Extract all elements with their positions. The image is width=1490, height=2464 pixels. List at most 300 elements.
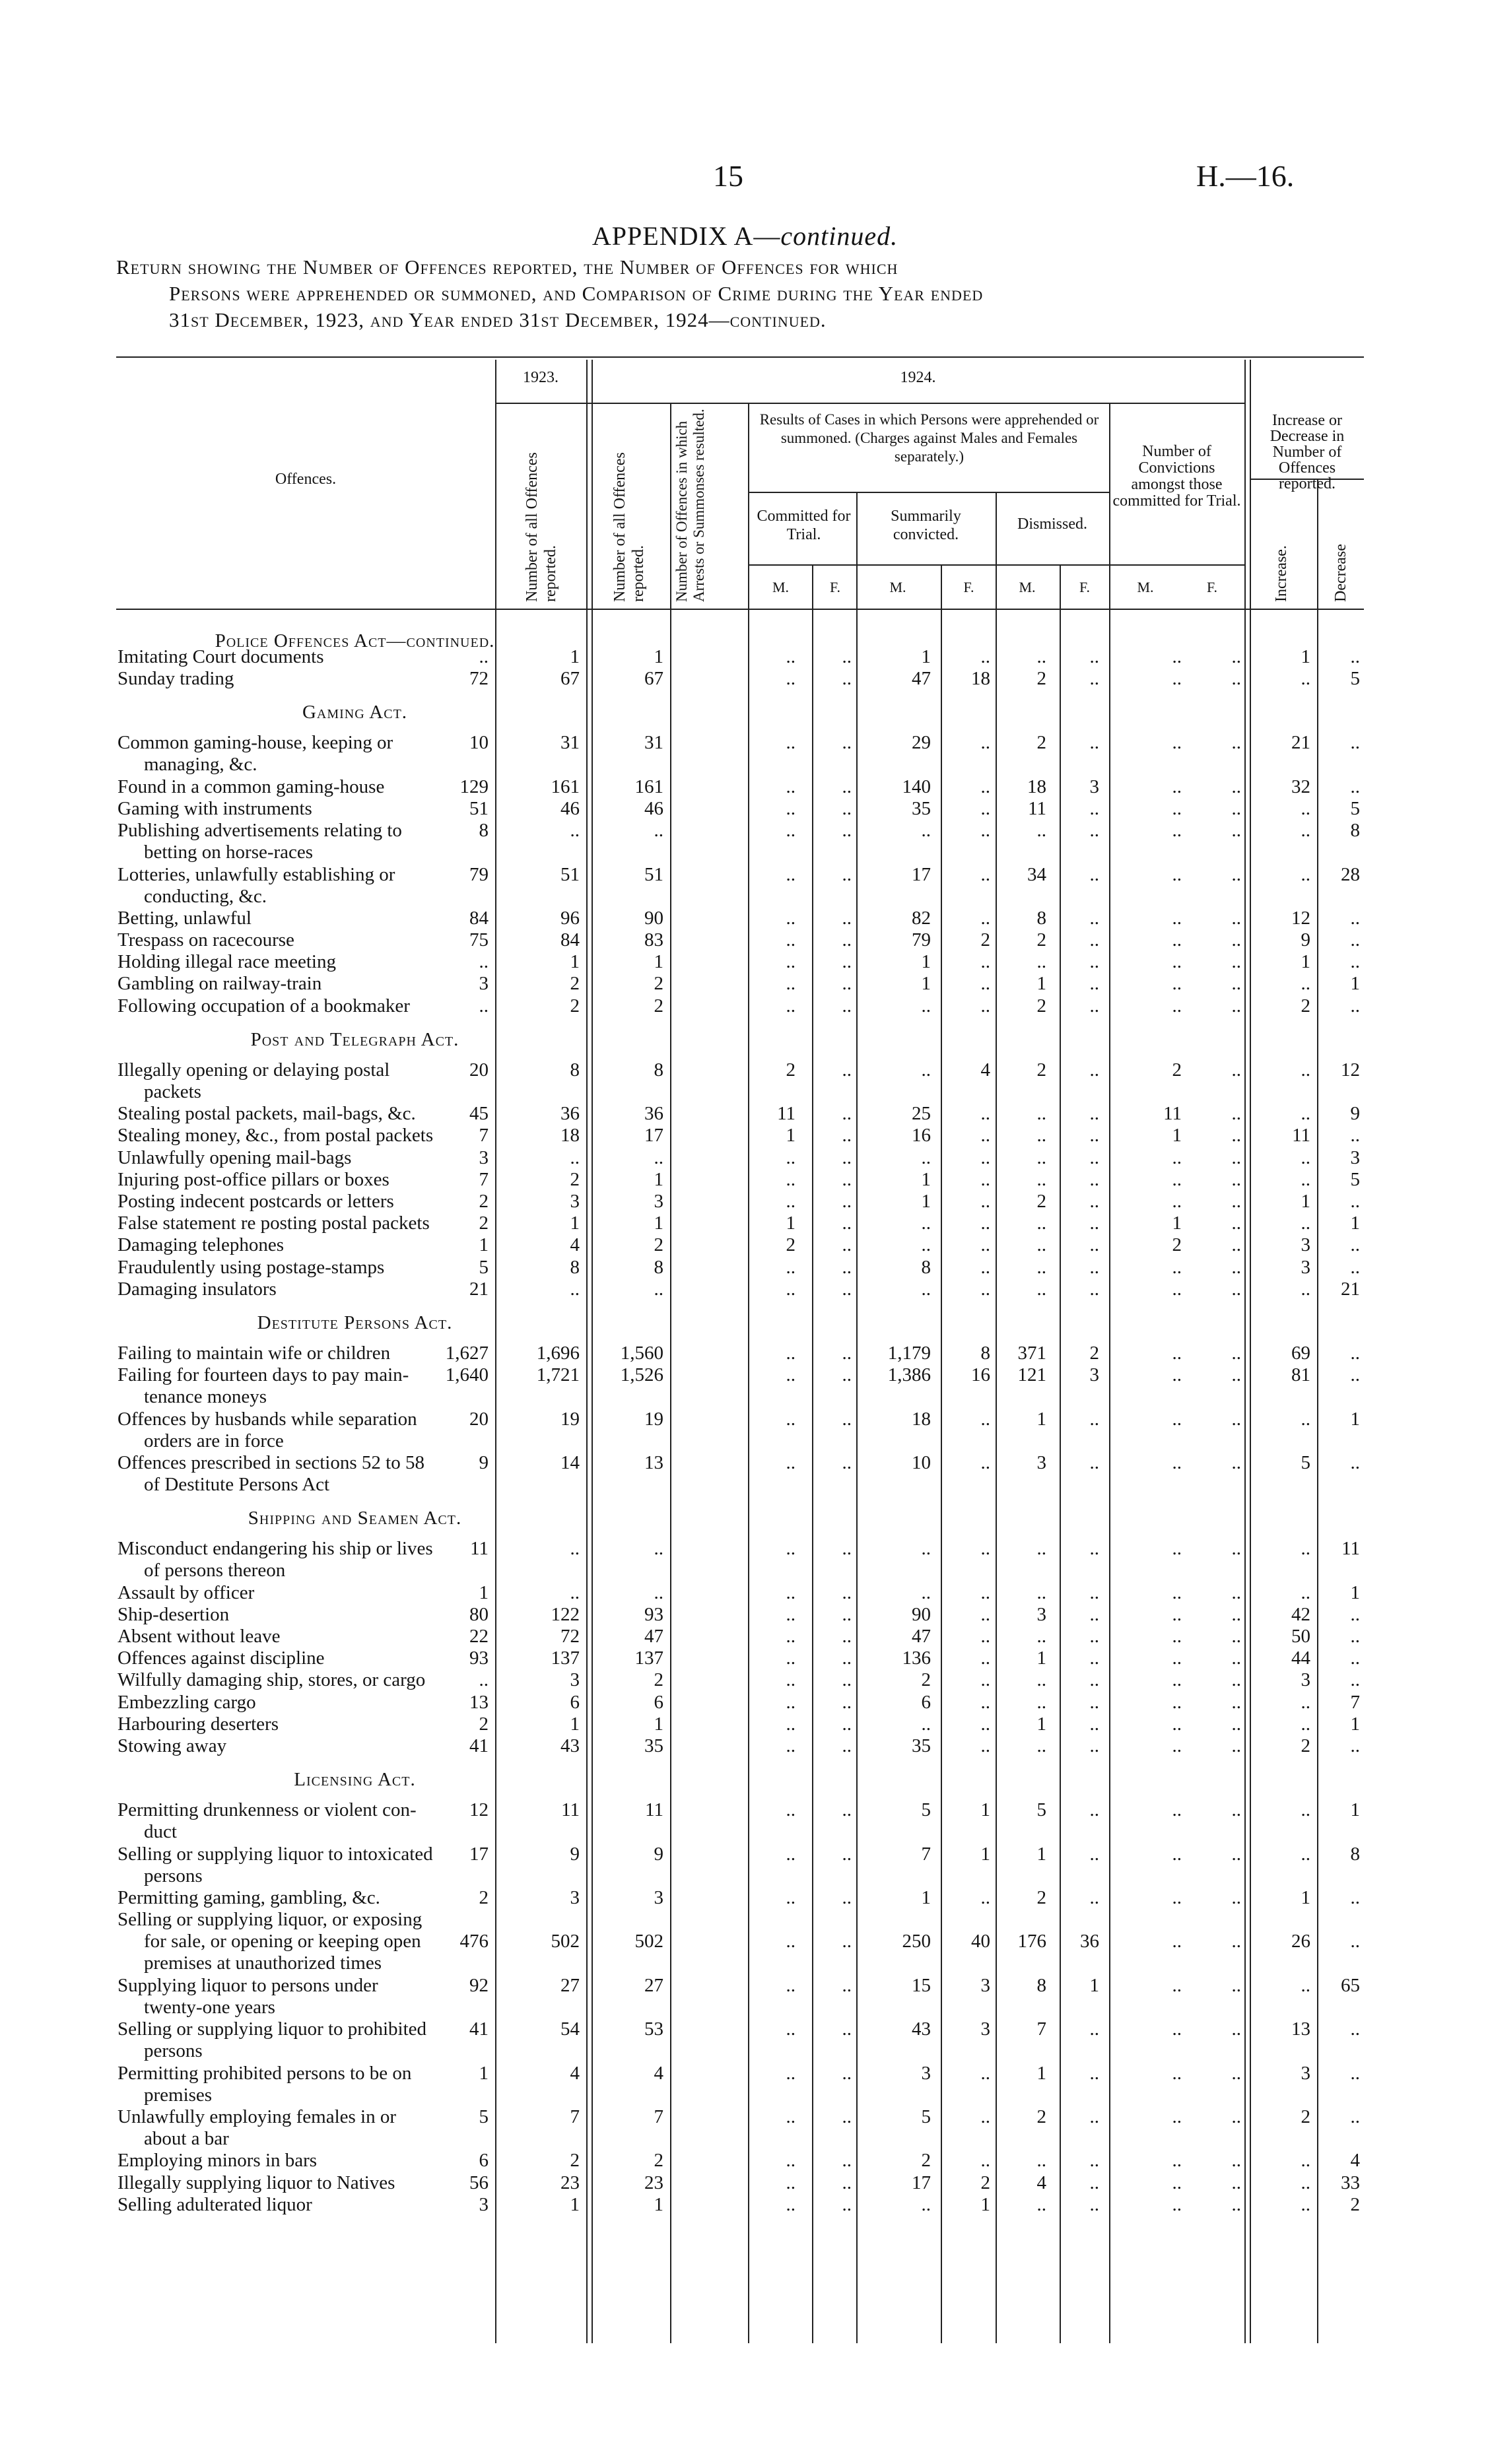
cell-value: .. [1089, 973, 1099, 995]
offence-label-line: Employing minors in bars [118, 2150, 318, 2172]
cell-value: 2 [570, 2150, 580, 2172]
cell-value: 83 [644, 929, 663, 951]
cell-value: .. [1089, 1103, 1099, 1125]
header-committed: Committed for Trial. [757, 508, 851, 543]
cell-value: .. [842, 1886, 852, 1908]
cell-value: .. [786, 2172, 796, 2193]
cell-value: 1,560 [620, 1342, 663, 1364]
section-heading [0, 1757, 1490, 1799]
cell-value: .. [1231, 1278, 1241, 1300]
cell-value: .. [842, 1234, 852, 1256]
cell-value: 51 [560, 863, 580, 885]
return-title-line-2: Persons were apprehended or summoned, and Comparison of Crime during the Year ended [169, 282, 984, 305]
cell-value: 65 [1341, 1974, 1360, 1996]
cell-value: 1 [1350, 1408, 1360, 1430]
offence-label-line: Stealing money, &c., from postal packets [118, 1125, 434, 1147]
cell-value: 2 [570, 973, 580, 995]
table-row [0, 1975, 1490, 2018]
header-offences: Offences. [275, 471, 337, 488]
cell-value: 9 [654, 1843, 663, 1865]
cell-value: .. [1231, 1931, 1241, 1952]
cell-value: .. [1089, 1886, 1099, 1908]
cell-value: .. [1172, 1931, 1182, 1952]
cell-value: .. [980, 1713, 990, 1735]
cell-value: .. [1231, 1799, 1241, 1821]
cell-value: .. [786, 2193, 796, 2215]
offence-label-line: packets [144, 1081, 201, 1102]
cell-value: .. [842, 2062, 852, 2084]
cell-value: .. [980, 863, 990, 885]
offence-label-line: Failing for fourteen days to pay main- [118, 1364, 409, 1386]
cell-value: .. [1350, 995, 1360, 1016]
offence-label-line: Imitating Court documents [118, 646, 324, 667]
cell-value: .. [1172, 1626, 1182, 1648]
cell-value: 51 [469, 797, 489, 819]
cell-value: .. [1231, 929, 1241, 951]
offence-label-line: Damaging insulators [118, 1278, 277, 1300]
cell-value: 1 [570, 2193, 580, 2215]
cell-value: 41 [469, 2018, 489, 2040]
cell-value: .. [1231, 1713, 1241, 1735]
cell-value: .. [1172, 1648, 1182, 1669]
cell-value: 11 [1163, 1103, 1182, 1125]
section-title: Gaming Act. [302, 702, 408, 723]
cell-value: .. [1231, 820, 1241, 842]
offence-label-line: persons [144, 1865, 203, 1886]
header-committed-m: M. [772, 579, 790, 595]
cell-value: .. [1231, 1191, 1241, 1212]
table-row [0, 864, 1490, 908]
cell-value: .. [1089, 1669, 1099, 1691]
offence-label-line: persons [144, 2040, 203, 2062]
cell-value: 84 [560, 929, 580, 951]
cell-value: .. [1301, 797, 1310, 819]
cell-value: .. [1089, 1799, 1099, 1821]
cell-value: 40 [971, 1931, 990, 1952]
section-heading [0, 690, 1490, 732]
cell-value: .. [1301, 1538, 1310, 1560]
cell-value: .. [842, 1278, 852, 1300]
cell-value: .. [1172, 2150, 1182, 2172]
cell-value: .. [1172, 776, 1182, 797]
cell-value: 3 [479, 2193, 489, 2215]
cell-value: .. [786, 1843, 796, 1865]
offence-label-line: conducting, &c. [144, 885, 267, 907]
cell-value: .. [1231, 1147, 1241, 1168]
cell-value: 2 [479, 1191, 489, 1212]
cell-value: 20 [469, 1408, 489, 1430]
cell-value: .. [1231, 907, 1241, 929]
cell-value: 3 [570, 1886, 580, 1908]
cell-value: 46 [560, 797, 580, 819]
table-row [0, 2063, 1490, 2106]
cell-value: 17 [469, 1843, 489, 1865]
cell-value: .. [980, 1103, 990, 1125]
cell-value: 1 [1301, 951, 1310, 973]
cell-value: .. [842, 1342, 852, 1364]
cell-value: .. [786, 1713, 796, 1735]
cell-value: .. [1089, 1538, 1099, 1560]
cell-value: 16 [971, 1364, 990, 1386]
cell-value: .. [1089, 1168, 1099, 1190]
cell-value: 36 [1080, 1931, 1099, 1952]
table-row [0, 1364, 1490, 1408]
cell-value: .. [1089, 1125, 1099, 1147]
cell-value: 46 [644, 797, 663, 819]
cell-value: .. [1036, 1669, 1046, 1691]
cell-value: .. [842, 995, 852, 1016]
cell-value: .. [1301, 820, 1310, 842]
cell-value: .. [1172, 1364, 1182, 1386]
cell-value: 3 [479, 973, 489, 995]
cell-value: .. [1350, 2062, 1360, 2084]
cell-value: 43 [560, 1735, 580, 1756]
cell-value: 35 [912, 797, 931, 819]
cell-value: .. [1172, 646, 1182, 667]
header-arrests: Number of Offences in which Arrests or Summonses resulted. [673, 409, 707, 602]
cell-value: 8 [980, 1342, 990, 1364]
cell-value: 79 [912, 929, 931, 951]
cell-value: 4 [980, 1059, 990, 1081]
cell-value: .. [1089, 1256, 1099, 1278]
cell-value: .. [842, 1669, 852, 1691]
cell-value: 2 [980, 2172, 990, 2193]
cell-value: 80 [469, 1603, 489, 1625]
cell-value: 81 [1291, 1364, 1310, 1386]
cell-value: 18 [560, 1125, 580, 1147]
cell-value: 5 [1301, 1451, 1310, 1473]
cell-value: 23 [644, 2172, 663, 2193]
cell-value: 1 [654, 1213, 663, 1234]
cell-value: 17 [912, 2172, 931, 2193]
cell-value: 1 [1301, 1886, 1310, 1908]
cell-value: .. [842, 1125, 852, 1147]
cell-value: 8 [1350, 1843, 1360, 1865]
cell-value: .. [1301, 1059, 1310, 1081]
cell-value: .. [1301, 1843, 1310, 1865]
cell-value: 3 [1301, 1669, 1310, 1691]
cell-value: .. [1089, 2150, 1099, 2172]
cell-value: .. [1172, 1582, 1182, 1603]
cell-value: 8 [570, 1059, 580, 1081]
offence-label-line: Sunday trading [118, 668, 234, 690]
rule-years [495, 403, 1244, 404]
cell-value: .. [1231, 1582, 1241, 1603]
cell-value: .. [980, 1125, 990, 1147]
cell-value: 5 [1350, 668, 1360, 690]
table-row [0, 2106, 1490, 2150]
cell-value: .. [1350, 1603, 1360, 1625]
cell-value: .. [786, 1582, 796, 1603]
cell-value: 2 [786, 1059, 796, 1081]
table-row [0, 1103, 1490, 1125]
rule-mf [748, 564, 1244, 566]
cell-value: 23 [560, 2172, 580, 2193]
cell-value: .. [1231, 1408, 1241, 1430]
cell-value: .. [1231, 1451, 1241, 1473]
cell-value: 7 [654, 2106, 663, 2127]
cell-value: 14 [560, 1451, 580, 1473]
cell-value: .. [1089, 1648, 1099, 1669]
appendix-title [0, 220, 1490, 251]
cell-value: .. [1231, 2018, 1241, 2040]
cell-value: 3 [1301, 2062, 1310, 2084]
offence-label-line: Found in a common gaming-house [118, 776, 385, 797]
cell-value: .. [1089, 668, 1099, 690]
offence-label-line: Embezzling cargo [118, 1691, 256, 1713]
cell-value: .. [1172, 1886, 1182, 1908]
cell-value: .. [786, 907, 796, 929]
cell-value: .. [1089, 2106, 1099, 2127]
cell-value: 67 [644, 668, 663, 690]
cell-value: .. [1036, 646, 1046, 667]
cell-value: .. [654, 820, 663, 842]
table-row [0, 2018, 1490, 2062]
cell-value: .. [980, 1669, 990, 1691]
offence-label-line: Offences against discipline [118, 1648, 325, 1669]
cell-value: .. [1036, 1103, 1046, 1125]
cell-value: 121 [1017, 1364, 1046, 1386]
offence-label-line: Stowing away [118, 1735, 227, 1756]
cell-value: 1 [570, 646, 580, 667]
cell-value: .. [1350, 951, 1360, 973]
cell-value: .. [1172, 1451, 1182, 1473]
cell-value: .. [1172, 1603, 1182, 1625]
table-row [0, 951, 1490, 973]
cell-value: .. [980, 2106, 990, 2127]
cell-value: .. [786, 929, 796, 951]
cell-value: 6 [479, 2150, 489, 2172]
section-heading [0, 1300, 1490, 1343]
cell-value: .. [980, 1191, 990, 1212]
cell-value: 13 [469, 1691, 489, 1713]
header-year-1923: 1923. [523, 369, 559, 386]
cell-value: .. [786, 1342, 796, 1364]
cell-value: 90 [912, 1603, 931, 1625]
cell-value: 140 [902, 776, 931, 797]
cell-value: 42 [1291, 1603, 1310, 1625]
offence-label-line: Supplying liquor to persons under [118, 1974, 378, 1996]
cell-value: 371 [1017, 1342, 1046, 1364]
cell-value: .. [842, 951, 852, 973]
cell-value: 2 [1301, 995, 1310, 1016]
offence-label-line: Selling or supplying liquor to intoxicated [118, 1843, 433, 1865]
cell-value: 1 [1172, 1125, 1182, 1147]
cell-value: .. [921, 1234, 931, 1256]
cell-value: .. [479, 1669, 489, 1691]
header-results: Results of Cases in which Persons were apprehended or summoned. (Charges against Males and Females separately.) [759, 411, 1099, 465]
cell-value: 10 [469, 732, 489, 754]
appendix-main: APPENDIX A— [592, 221, 781, 251]
cell-value: .. [1231, 863, 1241, 885]
cell-value: .. [980, 1626, 990, 1648]
table-row [0, 1059, 1490, 1103]
offence-label-line: twenty-one years [144, 1996, 275, 2018]
cell-value: 2 [1301, 2106, 1310, 2127]
offence-label-line: Damaging telephones [118, 1234, 285, 1256]
cell-value: 136 [902, 1648, 931, 1669]
cell-value: 6 [921, 1691, 931, 1713]
cell-value: .. [1089, 820, 1099, 842]
cell-value: .. [1350, 1626, 1360, 1648]
cell-value: 12 [469, 1799, 489, 1821]
cell-value: 26 [1291, 1931, 1310, 1952]
cell-value: 3 [980, 2018, 990, 2040]
table-body [0, 630, 1490, 2216]
cell-value: .. [842, 1168, 852, 1190]
cell-value: .. [1350, 1364, 1360, 1386]
cell-value: .. [1301, 1691, 1310, 1713]
cell-value: 5 [479, 1256, 489, 1278]
cell-value: .. [842, 820, 852, 842]
cell-value: .. [786, 1538, 796, 1560]
cell-value: .. [1172, 1843, 1182, 1865]
cell-value: 7 [479, 1125, 489, 1147]
cell-value: 2 [1172, 1059, 1182, 1081]
cell-value: .. [842, 863, 852, 885]
cell-value: .. [1231, 1342, 1241, 1364]
table-row [0, 908, 1490, 929]
cell-value: .. [980, 995, 990, 1016]
cell-value: .. [786, 1451, 796, 1473]
page-number: 15 [713, 159, 743, 193]
offence-label-line: Absent without leave [118, 1626, 281, 1648]
cell-value: 1 [654, 2193, 663, 2215]
cell-value: .. [1301, 973, 1310, 995]
cell-value: .. [1089, 2062, 1099, 2084]
offence-label-line: Harbouring deserters [118, 1713, 279, 1735]
cell-value: .. [1036, 2150, 1046, 2172]
cell-value: .. [1089, 646, 1099, 667]
cell-value: .. [842, 1256, 852, 1278]
offence-label-line: managing, &c. [144, 754, 257, 776]
cell-value: .. [1172, 732, 1182, 754]
cell-value: .. [786, 2062, 796, 2084]
cell-value: .. [1089, 1147, 1099, 1168]
cell-value: .. [980, 1538, 990, 1560]
cell-value: .. [1089, 2193, 1099, 2215]
table-row [0, 1234, 1490, 1256]
cell-value: .. [1172, 951, 1182, 973]
offence-label-line: Fraudulently using postage-stamps [118, 1256, 385, 1278]
cell-value: .. [1036, 1691, 1046, 1713]
cell-value: .. [786, 1886, 796, 1908]
cell-value: 4 [1036, 2172, 1046, 2193]
cell-value: .. [1231, 797, 1241, 819]
header-increase-decrease: Increase or Decrease in Number of Offences reported. [1270, 412, 1345, 492]
table-row [0, 1799, 1490, 1843]
cell-value: 16 [912, 1125, 931, 1147]
cell-value: .. [1172, 1691, 1182, 1713]
offence-label-line: Permitting prohibited persons to be on [118, 2062, 412, 2084]
cell-value: 129 [459, 776, 489, 797]
cell-value: 82 [912, 907, 931, 929]
cell-value: 28 [1341, 863, 1360, 885]
cell-value: 2 [980, 929, 990, 951]
cell-value: 8 [654, 1059, 663, 1081]
cell-value: 1,526 [620, 1364, 663, 1386]
cell-value: .. [1231, 646, 1241, 667]
offence-label-line: Injuring post-office pillars or boxes [118, 1168, 389, 1190]
cell-value: 21 [469, 1278, 489, 1300]
cell-value: .. [842, 973, 852, 995]
cell-value: .. [786, 1799, 796, 1821]
cell-value: 1,179 [887, 1342, 931, 1364]
section-title: Post and Telegraph Act. [250, 1028, 459, 1050]
cell-value: 96 [560, 907, 580, 929]
cell-value: 9 [1350, 1103, 1360, 1125]
cell-value: 1,640 [445, 1364, 489, 1386]
cell-value: .. [786, 1191, 796, 1212]
cell-value: 11 [1028, 797, 1046, 819]
cell-value: .. [980, 1213, 990, 1234]
cell-value: 6 [570, 1691, 580, 1713]
table-row [0, 1604, 1490, 1626]
cell-value: 17 [644, 1125, 663, 1147]
section-heading [0, 630, 1490, 651]
cell-value: .. [842, 2150, 852, 2172]
cell-value: .. [1172, 863, 1182, 885]
cell-value: .. [1172, 1735, 1182, 1756]
table-row [0, 1452, 1490, 1496]
cell-value: 11 [1292, 1125, 1310, 1147]
cell-value: 8 [1036, 1974, 1046, 1996]
cell-value: .. [1350, 1735, 1360, 1756]
cell-value: .. [1231, 1213, 1241, 1234]
cell-value: 36 [560, 1103, 580, 1125]
cell-value: .. [570, 1582, 580, 1603]
cell-value: 21 [1291, 732, 1310, 754]
cell-value: 2 [479, 1886, 489, 1908]
cell-value: 176 [1017, 1931, 1046, 1952]
table-row [0, 1279, 1490, 1300]
offence-label-line: Trespass on racecourse [118, 929, 294, 951]
cell-value: .. [1172, 2062, 1182, 2084]
cell-value: 8 [921, 1256, 931, 1278]
cell-value: 1 [1350, 1713, 1360, 1735]
cell-value: .. [980, 2062, 990, 2084]
cell-value: .. [1036, 1147, 1046, 1168]
cell-value: 72 [469, 668, 489, 690]
cell-value: 122 [551, 1603, 580, 1625]
cell-value: .. [1231, 1626, 1241, 1648]
cell-value: 75 [469, 929, 489, 951]
cell-value: .. [1172, 929, 1182, 951]
cell-value: .. [786, 1147, 796, 1168]
cell-value: 56 [469, 2172, 489, 2193]
cell-value: .. [786, 1626, 796, 1648]
cell-value: .. [1231, 1125, 1241, 1147]
cell-value: .. [980, 1886, 990, 1908]
cell-value: .. [842, 1843, 852, 1865]
cell-value: .. [1350, 1931, 1360, 1952]
cell-value: 1 [1301, 1191, 1310, 1212]
cell-value: 47 [912, 1626, 931, 1648]
cell-value: .. [570, 1147, 580, 1168]
cell-value: .. [1172, 2172, 1182, 2193]
cell-value: 1 [921, 973, 931, 995]
offence-label-line: for sale, or opening or keeping open [144, 1931, 421, 1952]
cell-value: 8 [570, 1256, 580, 1278]
cell-value: .. [1089, 907, 1099, 929]
cell-value: .. [842, 1408, 852, 1430]
cell-value: .. [654, 1147, 663, 1168]
cell-value: 18 [912, 1408, 931, 1430]
cell-value: .. [1089, 1191, 1099, 1212]
cell-value: 35 [912, 1735, 931, 1756]
cell-value: 17 [912, 863, 931, 885]
cell-value: 2 [1301, 1735, 1310, 1756]
